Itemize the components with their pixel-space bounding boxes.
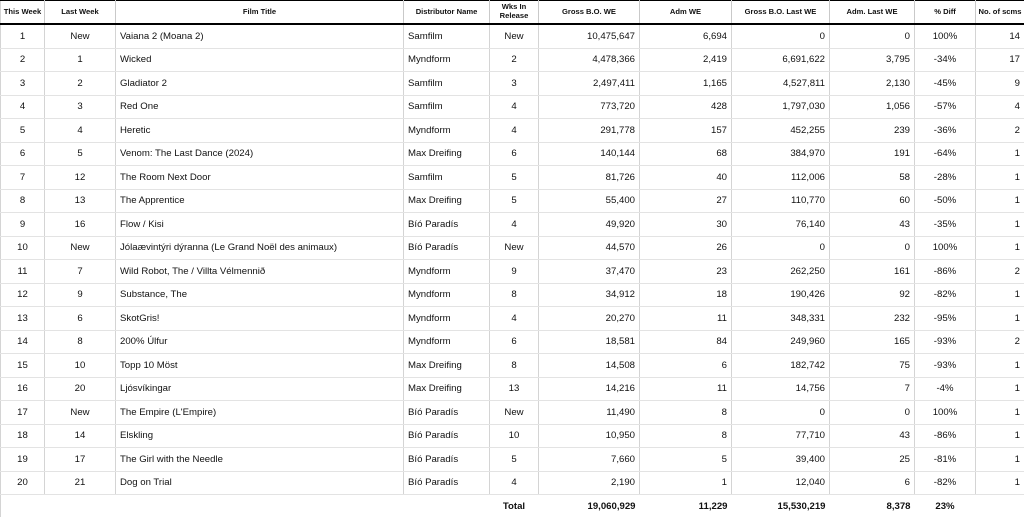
- cell-last-week: 12: [45, 166, 116, 190]
- cell-film-title: Gladiator 2: [116, 72, 404, 96]
- cell-adm-last-we: 1,056: [830, 95, 915, 119]
- table-row: [1, 72, 1024, 96]
- cell-this-week: 3: [1, 72, 45, 96]
- cell-screens: 1: [976, 448, 1024, 472]
- cell-gross-we: 14,216: [539, 377, 640, 401]
- cell-weeks-in-release: 8: [490, 354, 539, 378]
- cell-last-week: 4: [45, 119, 116, 143]
- cell-adm-last-we: 75: [830, 354, 915, 378]
- cell-adm-we: 27: [640, 189, 732, 213]
- cell-this-week: 12: [1, 283, 45, 307]
- table-row: [1, 471, 1024, 495]
- cell-screens: 1: [976, 307, 1024, 331]
- cell-distributor: Bíó Paradís: [404, 213, 490, 237]
- cell-gross-last-we: 249,960: [732, 330, 830, 354]
- cell-adm-we: 5: [640, 448, 732, 472]
- cell-adm-last-we: 239: [830, 119, 915, 143]
- cell-gross-last-we: 190,426: [732, 283, 830, 307]
- table-row: [1, 448, 1024, 472]
- cell-weeks-in-release: 4: [490, 307, 539, 331]
- cell-distributor: Max Dreifing: [404, 377, 490, 401]
- cell-weeks-in-release: New: [490, 24, 539, 48]
- cell-percent-diff: -28%: [915, 166, 976, 190]
- cell-distributor: Myndform: [404, 307, 490, 331]
- cell-gross-last-we: 112,006: [732, 166, 830, 190]
- cell-this-week: 19: [1, 448, 45, 472]
- total-adm-last-we: 8,378: [830, 495, 915, 517]
- cell-adm-last-we: 0: [830, 24, 915, 48]
- cell-screens: 14: [976, 24, 1024, 48]
- cell-last-week: 9: [45, 283, 116, 307]
- cell-film-title: The Empire (L'Empire): [116, 401, 404, 425]
- table-row: [1, 142, 1024, 166]
- col-header-weeks-in-release: Wks In Release: [490, 1, 539, 25]
- cell-last-week: 1: [45, 48, 116, 72]
- cell-gross-last-we: 14,756: [732, 377, 830, 401]
- cell-film-title: Topp 10 Möst: [116, 354, 404, 378]
- cell-gross-last-we: 12,040: [732, 471, 830, 495]
- table-row: [1, 307, 1024, 331]
- cell-adm-we: 40: [640, 166, 732, 190]
- cell-screens: 1: [976, 213, 1024, 237]
- cell-adm-last-we: 165: [830, 330, 915, 354]
- cell-distributor: Bíó Paradís: [404, 448, 490, 472]
- cell-adm-we: 11: [640, 307, 732, 331]
- cell-screens: 4: [976, 95, 1024, 119]
- col-header-percent-diff: % Diff: [915, 1, 976, 25]
- cell-film-title: The Girl with the Needle: [116, 448, 404, 472]
- cell-last-week: 10: [45, 354, 116, 378]
- col-header-screens: No. of scms: [976, 1, 1024, 25]
- cell-this-week: 8: [1, 189, 45, 213]
- cell-this-week: 9: [1, 213, 45, 237]
- cell-gross-last-we: 0: [732, 236, 830, 260]
- cell-this-week: 17: [1, 401, 45, 425]
- cell-weeks-in-release: New: [490, 401, 539, 425]
- cell-screens: 1: [976, 189, 1024, 213]
- cell-gross-we: 4,478,366: [539, 48, 640, 72]
- cell-percent-diff: 100%: [915, 236, 976, 260]
- cell-adm-we: 1: [640, 471, 732, 495]
- cell-gross-we: 14,508: [539, 354, 640, 378]
- cell-last-week: 17: [45, 448, 116, 472]
- cell-gross-we: 2,190: [539, 471, 640, 495]
- total-adm-we: 11,229: [640, 495, 732, 517]
- cell-screens: 2: [976, 260, 1024, 284]
- cell-distributor: Myndform: [404, 283, 490, 307]
- cell-adm-last-we: 161: [830, 260, 915, 284]
- cell-film-title: Venom: The Last Dance (2024): [116, 142, 404, 166]
- header-row: [1, 1, 1024, 25]
- cell-percent-diff: -86%: [915, 260, 976, 284]
- cell-weeks-in-release: 4: [490, 95, 539, 119]
- cell-last-week: 16: [45, 213, 116, 237]
- cell-last-week: 14: [45, 424, 116, 448]
- cell-gross-we: 49,920: [539, 213, 640, 237]
- table-row: [1, 424, 1024, 448]
- cell-film-title: The Apprentice: [116, 189, 404, 213]
- cell-gross-we: 18,581: [539, 330, 640, 354]
- cell-adm-last-we: 6: [830, 471, 915, 495]
- table-row: [1, 401, 1024, 425]
- cell-film-title: The Room Next Door: [116, 166, 404, 190]
- cell-percent-diff: -82%: [915, 283, 976, 307]
- cell-screens: 1: [976, 354, 1024, 378]
- table-row: [1, 119, 1024, 143]
- table-row: [1, 377, 1024, 401]
- cell-this-week: 16: [1, 377, 45, 401]
- cell-distributor: Bíó Paradís: [404, 424, 490, 448]
- cell-screens: 1: [976, 377, 1024, 401]
- cell-gross-we: 773,720: [539, 95, 640, 119]
- cell-last-week: 21: [45, 471, 116, 495]
- cell-gross-we: 10,475,647: [539, 24, 640, 48]
- cell-distributor: Bíó Paradís: [404, 471, 490, 495]
- cell-distributor: Bíó Paradís: [404, 401, 490, 425]
- cell-screens: 2: [976, 119, 1024, 143]
- cell-adm-we: 8: [640, 401, 732, 425]
- cell-last-week: New: [45, 236, 116, 260]
- col-header-adm-we: Adm WE: [640, 1, 732, 25]
- cell-gross-we: 81,726: [539, 166, 640, 190]
- cell-adm-we: 428: [640, 95, 732, 119]
- cell-screens: 1: [976, 166, 1024, 190]
- cell-weeks-in-release: 8: [490, 283, 539, 307]
- cell-film-title: Heretic: [116, 119, 404, 143]
- total-row: [1, 495, 1024, 517]
- cell-gross-we: 55,400: [539, 189, 640, 213]
- cell-distributor: Max Dreifing: [404, 189, 490, 213]
- cell-gross-we: 2,497,411: [539, 72, 640, 96]
- cell-last-week: 13: [45, 189, 116, 213]
- cell-film-title: Vaiana 2 (Moana 2): [116, 24, 404, 48]
- cell-adm-last-we: 2,130: [830, 72, 915, 96]
- cell-weeks-in-release: 4: [490, 213, 539, 237]
- cell-this-week: 18: [1, 424, 45, 448]
- cell-percent-diff: -57%: [915, 95, 976, 119]
- cell-gross-last-we: 452,255: [732, 119, 830, 143]
- cell-gross-last-we: 0: [732, 24, 830, 48]
- cell-distributor: Samfilm: [404, 166, 490, 190]
- cell-this-week: 15: [1, 354, 45, 378]
- cell-percent-diff: -93%: [915, 354, 976, 378]
- table-row: [1, 48, 1024, 72]
- cell-distributor: Samfilm: [404, 95, 490, 119]
- cell-distributor: Max Dreifing: [404, 354, 490, 378]
- table-row: [1, 260, 1024, 284]
- cell-film-title: Flow / Kisi: [116, 213, 404, 237]
- cell-adm-we: 23: [640, 260, 732, 284]
- cell-gross-last-we: 6,691,622: [732, 48, 830, 72]
- cell-this-week: 4: [1, 95, 45, 119]
- cell-gross-last-we: 4,527,811: [732, 72, 830, 96]
- cell-distributor: Myndform: [404, 119, 490, 143]
- cell-percent-diff: 100%: [915, 24, 976, 48]
- cell-last-week: 2: [45, 72, 116, 96]
- cell-percent-diff: -64%: [915, 142, 976, 166]
- cell-adm-we: 30: [640, 213, 732, 237]
- cell-film-title: Wicked: [116, 48, 404, 72]
- table-row: [1, 330, 1024, 354]
- cell-film-title: Jólaævintýri dýranna (Le Grand Noël des animaux): [116, 236, 404, 260]
- cell-screens: 17: [976, 48, 1024, 72]
- cell-adm-last-we: 43: [830, 424, 915, 448]
- cell-adm-last-we: 7: [830, 377, 915, 401]
- col-header-gross-we: Gross B.O. WE: [539, 1, 640, 25]
- cell-gross-we: 140,144: [539, 142, 640, 166]
- cell-adm-we: 11: [640, 377, 732, 401]
- cell-last-week: New: [45, 24, 116, 48]
- total-gross-we: 19,060,929: [539, 495, 640, 517]
- cell-distributor: Myndform: [404, 330, 490, 354]
- cell-gross-last-we: 182,742: [732, 354, 830, 378]
- cell-film-title: Substance, The: [116, 283, 404, 307]
- cell-percent-diff: 100%: [915, 401, 976, 425]
- cell-screens: 1: [976, 424, 1024, 448]
- cell-film-title: Dog on Trial: [116, 471, 404, 495]
- cell-screens: 1: [976, 401, 1024, 425]
- cell-screens: 1: [976, 471, 1024, 495]
- cell-this-week: 10: [1, 236, 45, 260]
- col-header-adm-last-we: Adm. Last WE: [830, 1, 915, 25]
- cell-gross-last-we: 77,710: [732, 424, 830, 448]
- cell-gross-last-we: 76,140: [732, 213, 830, 237]
- cell-gross-last-we: 384,970: [732, 142, 830, 166]
- cell-gross-we: 10,950: [539, 424, 640, 448]
- cell-adm-last-we: 25: [830, 448, 915, 472]
- total-gross-last-we: 15,530,219: [732, 495, 830, 517]
- cell-gross-we: 34,912: [539, 283, 640, 307]
- cell-film-title: Wild Robot, The / Villta Vélmennið: [116, 260, 404, 284]
- cell-gross-we: 7,660: [539, 448, 640, 472]
- cell-adm-we: 8: [640, 424, 732, 448]
- cell-this-week: 1: [1, 24, 45, 48]
- cell-adm-we: 2,419: [640, 48, 732, 72]
- cell-weeks-in-release: 4: [490, 119, 539, 143]
- cell-adm-we: 6: [640, 354, 732, 378]
- col-header-last-week: Last Week: [45, 1, 116, 25]
- cell-last-week: 5: [45, 142, 116, 166]
- cell-percent-diff: -35%: [915, 213, 976, 237]
- cell-gross-we: 37,470: [539, 260, 640, 284]
- cell-gross-last-we: 39,400: [732, 448, 830, 472]
- cell-adm-last-we: 58: [830, 166, 915, 190]
- cell-adm-we: 84: [640, 330, 732, 354]
- cell-gross-last-we: 110,770: [732, 189, 830, 213]
- cell-distributor: Max Dreifing: [404, 142, 490, 166]
- table-row: [1, 236, 1024, 260]
- col-header-gross-last-we: Gross B.O. Last WE: [732, 1, 830, 25]
- cell-percent-diff: -36%: [915, 119, 976, 143]
- cell-adm-last-we: 0: [830, 236, 915, 260]
- col-header-distributor: Distributor Name: [404, 1, 490, 25]
- cell-screens: 2: [976, 330, 1024, 354]
- cell-distributor: Bíó Paradís: [404, 236, 490, 260]
- cell-percent-diff: -82%: [915, 471, 976, 495]
- cell-last-week: 8: [45, 330, 116, 354]
- cell-film-title: Red One: [116, 95, 404, 119]
- cell-last-week: New: [45, 401, 116, 425]
- cell-this-week: 7: [1, 166, 45, 190]
- table-row: [1, 283, 1024, 307]
- cell-adm-we: 1,165: [640, 72, 732, 96]
- cell-screens: 1: [976, 236, 1024, 260]
- cell-distributor: Samfilm: [404, 72, 490, 96]
- cell-weeks-in-release: 4: [490, 471, 539, 495]
- cell-adm-last-we: 191: [830, 142, 915, 166]
- cell-percent-diff: -4%: [915, 377, 976, 401]
- cell-gross-last-we: 1,797,030: [732, 95, 830, 119]
- cell-adm-we: 157: [640, 119, 732, 143]
- cell-film-title: SkotGris!: [116, 307, 404, 331]
- cell-last-week: 6: [45, 307, 116, 331]
- cell-percent-diff: -86%: [915, 424, 976, 448]
- cell-weeks-in-release: 2: [490, 48, 539, 72]
- cell-weeks-in-release: 3: [490, 72, 539, 96]
- cell-percent-diff: -50%: [915, 189, 976, 213]
- cell-gross-we: 44,570: [539, 236, 640, 260]
- cell-last-week: 7: [45, 260, 116, 284]
- cell-film-title: 200% Úlfur: [116, 330, 404, 354]
- total-percent-diff: 23%: [915, 495, 976, 517]
- cell-percent-diff: -95%: [915, 307, 976, 331]
- table-row: [1, 213, 1024, 237]
- cell-adm-last-we: 43: [830, 213, 915, 237]
- table-row: [1, 189, 1024, 213]
- cell-this-week: 13: [1, 307, 45, 331]
- cell-adm-last-we: 232: [830, 307, 915, 331]
- cell-film-title: Elskling: [116, 424, 404, 448]
- cell-weeks-in-release: 9: [490, 260, 539, 284]
- cell-percent-diff: -93%: [915, 330, 976, 354]
- col-header-this-week: This Week: [1, 1, 45, 25]
- cell-adm-last-we: 3,795: [830, 48, 915, 72]
- cell-adm-last-we: 0: [830, 401, 915, 425]
- cell-this-week: 20: [1, 471, 45, 495]
- cell-this-week: 11: [1, 260, 45, 284]
- cell-weeks-in-release: 5: [490, 448, 539, 472]
- cell-gross-we: 291,778: [539, 119, 640, 143]
- cell-this-week: 2: [1, 48, 45, 72]
- cell-weeks-in-release: 6: [490, 142, 539, 166]
- cell-adm-we: 18: [640, 283, 732, 307]
- cell-this-week: 6: [1, 142, 45, 166]
- col-header-film-title: Film Title: [116, 1, 404, 25]
- cell-weeks-in-release: 10: [490, 424, 539, 448]
- cell-this-week: 5: [1, 119, 45, 143]
- cell-weeks-in-release: 5: [490, 189, 539, 213]
- table-row: [1, 166, 1024, 190]
- cell-distributor: Myndform: [404, 260, 490, 284]
- total-label: Total: [490, 495, 539, 517]
- cell-percent-diff: -81%: [915, 448, 976, 472]
- cell-gross-last-we: 0: [732, 401, 830, 425]
- cell-adm-last-we: 92: [830, 283, 915, 307]
- cell-weeks-in-release: 6: [490, 330, 539, 354]
- cell-percent-diff: -34%: [915, 48, 976, 72]
- cell-gross-last-we: 262,250: [732, 260, 830, 284]
- cell-distributor: Samfilm: [404, 24, 490, 48]
- cell-screens: 1: [976, 142, 1024, 166]
- table-row: [1, 95, 1024, 119]
- cell-percent-diff: -45%: [915, 72, 976, 96]
- cell-distributor: Myndform: [404, 48, 490, 72]
- table-row: [1, 354, 1024, 378]
- cell-gross-we: 11,490: [539, 401, 640, 425]
- cell-screens: 9: [976, 72, 1024, 96]
- cell-weeks-in-release: 13: [490, 377, 539, 401]
- cell-gross-we: 20,270: [539, 307, 640, 331]
- table-row: [1, 24, 1024, 48]
- cell-gross-last-we: 348,331: [732, 307, 830, 331]
- cell-adm-we: 68: [640, 142, 732, 166]
- cell-screens: 1: [976, 283, 1024, 307]
- cell-weeks-in-release: 5: [490, 166, 539, 190]
- cell-this-week: 14: [1, 330, 45, 354]
- cell-weeks-in-release: New: [490, 236, 539, 260]
- cell-adm-last-we: 60: [830, 189, 915, 213]
- cell-last-week: 20: [45, 377, 116, 401]
- cell-adm-we: 6,694: [640, 24, 732, 48]
- cell-adm-we: 26: [640, 236, 732, 260]
- cell-film-title: Ljósvíkingar: [116, 377, 404, 401]
- cell-last-week: 3: [45, 95, 116, 119]
